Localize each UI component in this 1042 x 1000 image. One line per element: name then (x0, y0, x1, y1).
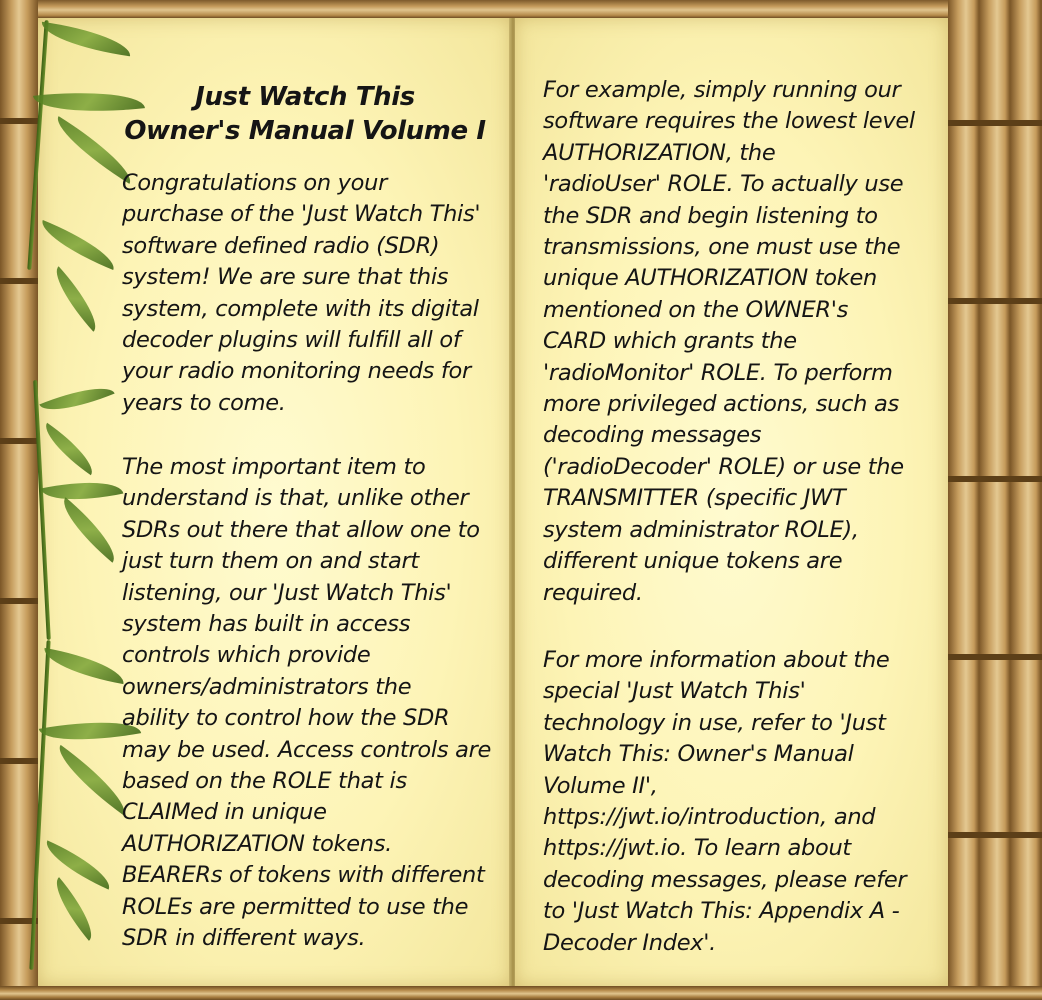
bamboo-frame-bottom (0, 986, 1042, 1000)
right-paragraph-roles: For example, simply running our software requires the lowest level AUTHORIZATION, the 'radioUser' ROLE. To actually use the SDR and begin listening to transmissions, one must use the unique AUTHORIZATION token mentioned on the OWNER's CARD which grants the 'radioMonitor' ROLE. To perform more privileged actions, such as decoding messages ('radioDecoder' ROLE) or use the TRANSMITTER (specific JWT system administrator ROLE), different unique tokens are required. (543, 77, 915, 606)
manual-title: Just Watch This Owner's Manual Volume I (124, 82, 486, 146)
left-paragraph-intro: Congratulations on your purchase of the 'Just Watch This' software defined radio (SDR) system! We are sure that this system, complete with its digital decoder plugins will fulfill all of your radio monitoring needs for years to come. (122, 170, 481, 416)
bamboo-frame-top (0, 0, 1042, 18)
left-paragraph-access-controls: The most important item to understand is that, unlike other SDRs out there that allow one to just turn them on and start listening, our 'Just Watch This' system has built in access controls which provide owners/administrators the ability to control how the SDR may be used. Access controls are based on the ROLE that is CLAIMed in unique AUTHORIZATION tokens. BEARERs of tokens with different ROLEs are permitted to use the SDR in different ways. (122, 454, 492, 952)
bamboo-frame-left (0, 0, 38, 1000)
right-paragraph-more-info: For more information about the special 'Just Watch This' technology in use, refer to 'Just Watch This: Owner's Manual Volume II', https://jwt.io/introduction, and https://jwt.io. To learn about decoding messages, please refer to 'Just Watch This: Appendix A - Decoder Index'. (543, 647, 907, 956)
bamboo-frame-right (948, 0, 1042, 1000)
